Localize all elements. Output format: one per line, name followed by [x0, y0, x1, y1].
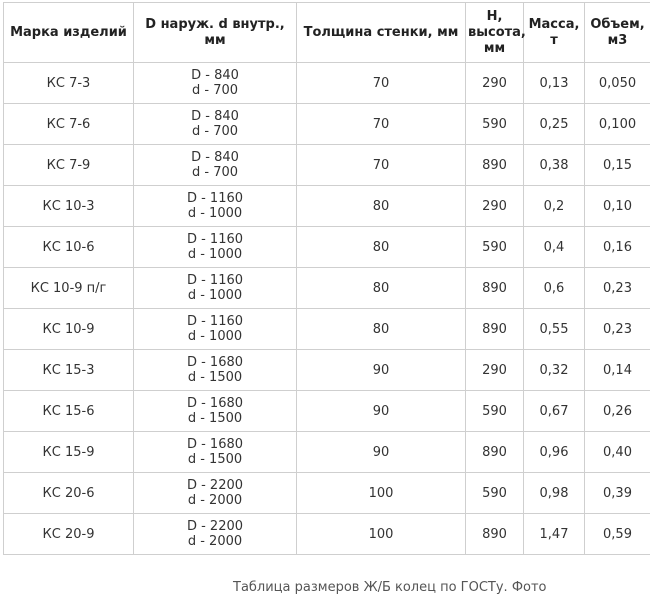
cell-mark: КС 10-3 — [4, 186, 134, 227]
inner-diameter: d - 700 — [191, 124, 239, 139]
cell-diameters — [134, 186, 297, 227]
cell-height: 890 — [466, 268, 524, 309]
cell-volume: 0,15 — [585, 145, 650, 186]
cell-volume: 0,16 — [585, 227, 650, 268]
cell-mark: КС 10-6 — [4, 227, 134, 268]
cell-height: 590 — [466, 391, 524, 432]
header-mark: Марка изделий — [4, 3, 134, 63]
inner-diameter: d - 1500 — [187, 411, 243, 426]
table-row — [4, 473, 650, 514]
inner-diameter: d - 1500 — [187, 452, 243, 467]
cell-mass: 0,6 — [524, 268, 585, 309]
table-row — [4, 350, 650, 391]
outer-diameter: D - 840 — [191, 109, 239, 124]
cell-mass: 0,2 — [524, 186, 585, 227]
header-wall-thickness: Толщина стенки, мм — [297, 3, 466, 63]
cell-height: 290 — [466, 186, 524, 227]
cell-volume: 0,10 — [585, 186, 650, 227]
table-row — [4, 514, 650, 555]
table-header-row — [4, 3, 650, 63]
cell-diameters — [134, 309, 297, 350]
cell-mark: КС 10-9 п/г — [4, 268, 134, 309]
table-row — [4, 309, 650, 350]
cell-mass: 0,38 — [524, 145, 585, 186]
cell-mass: 0,96 — [524, 432, 585, 473]
table-row — [4, 268, 650, 309]
cell-volume: 0,26 — [585, 391, 650, 432]
outer-diameter: D - 1160 — [186, 314, 244, 329]
inner-diameter: d - 1000 — [187, 247, 243, 262]
cell-volume: 0,23 — [585, 309, 650, 350]
cell-diameters — [134, 514, 297, 555]
outer-diameter: D - 1680 — [186, 396, 244, 411]
inner-diameter: d - 1000 — [187, 329, 243, 344]
outer-diameter: D - 2200 — [186, 519, 244, 534]
outer-diameter: D - 1160 — [186, 273, 244, 288]
inner-diameter: d - 700 — [191, 165, 239, 180]
cell-mass: 0,25 — [524, 104, 585, 145]
cell-diameters — [134, 104, 297, 145]
cell-volume: 0,100 — [585, 104, 650, 145]
cell-wall-thickness: 90 — [297, 391, 466, 432]
cell-wall-thickness: 80 — [297, 186, 466, 227]
cell-diameters — [134, 268, 297, 309]
inner-diameter: d - 1000 — [187, 206, 243, 221]
cell-wall-thickness: 70 — [297, 145, 466, 186]
cell-mark: КС 15-9 — [4, 432, 134, 473]
cell-mass: 0,4 — [524, 227, 585, 268]
cell-wall-thickness: 80 — [297, 268, 466, 309]
cell-mark: КС 7-9 — [4, 145, 134, 186]
cell-volume: 0,050 — [585, 63, 650, 104]
cell-diameters — [134, 432, 297, 473]
cell-wall-thickness: 100 — [297, 473, 466, 514]
cell-volume: 0,59 — [585, 514, 650, 555]
cell-diameters — [134, 350, 297, 391]
inner-diameter: d - 2000 — [187, 493, 243, 508]
inner-diameter: d - 2000 — [187, 534, 243, 549]
cell-mark: КС 7-3 — [4, 63, 134, 104]
outer-diameter: D - 1160 — [186, 191, 244, 206]
table-row — [4, 63, 650, 104]
cell-mark: КС 15-6 — [4, 391, 134, 432]
outer-diameter: D - 840 — [191, 68, 239, 83]
cell-mark: КС 20-9 — [4, 514, 134, 555]
outer-diameter: D - 1680 — [186, 355, 244, 370]
inner-diameter: d - 700 — [191, 83, 239, 98]
cell-wall-thickness: 100 — [297, 514, 466, 555]
table-row — [4, 104, 650, 145]
cell-diameters — [134, 63, 297, 104]
cell-height: 890 — [466, 309, 524, 350]
cell-volume: 0,39 — [585, 473, 650, 514]
cell-mark: КС 10-9 — [4, 309, 134, 350]
ring-sizes-table — [3, 2, 650, 555]
cell-height: 590 — [466, 473, 524, 514]
cell-height: 890 — [466, 514, 524, 555]
outer-diameter: D - 1680 — [186, 437, 244, 452]
cell-mass: 0,98 — [524, 473, 585, 514]
cell-volume: 0,23 — [585, 268, 650, 309]
table-caption: Таблица размеров Ж/Б колец по ГОСТу. Фото — [233, 580, 547, 595]
cell-mass: 1,47 — [524, 514, 585, 555]
table-row — [4, 391, 650, 432]
cell-height: 290 — [466, 350, 524, 391]
cell-diameters — [134, 227, 297, 268]
header-mass: Масса, т — [524, 3, 585, 63]
table-row — [4, 227, 650, 268]
cell-height: 890 — [466, 432, 524, 473]
outer-diameter: D - 840 — [191, 150, 239, 165]
cell-diameters — [134, 391, 297, 432]
table-row — [4, 432, 650, 473]
cell-mark: КС 7-6 — [4, 104, 134, 145]
table-row — [4, 145, 650, 186]
cell-volume: 0,40 — [585, 432, 650, 473]
table-body — [4, 63, 650, 555]
cell-diameters — [134, 473, 297, 514]
cell-wall-thickness: 80 — [297, 309, 466, 350]
cell-height: 590 — [466, 104, 524, 145]
cell-mass: 0,67 — [524, 391, 585, 432]
cell-mark: КС 15-3 — [4, 350, 134, 391]
cell-diameters — [134, 145, 297, 186]
cell-mass: 0,32 — [524, 350, 585, 391]
cell-wall-thickness: 70 — [297, 63, 466, 104]
inner-diameter: d - 1000 — [187, 288, 243, 303]
cell-mark: КС 20-6 — [4, 473, 134, 514]
cell-wall-thickness: 90 — [297, 350, 466, 391]
cell-mass: 0,13 — [524, 63, 585, 104]
cell-wall-thickness: 80 — [297, 227, 466, 268]
outer-diameter: D - 2200 — [186, 478, 244, 493]
cell-height: 590 — [466, 227, 524, 268]
cell-wall-thickness: 70 — [297, 104, 466, 145]
table-row — [4, 186, 650, 227]
cell-volume: 0,14 — [585, 350, 650, 391]
cell-mass: 0,55 — [524, 309, 585, 350]
header-diameter: D наруж. d внутр., мм — [134, 3, 297, 63]
cell-wall-thickness: 90 — [297, 432, 466, 473]
header-volume: Объем, м3 — [585, 3, 650, 63]
outer-diameter: D - 1160 — [186, 232, 244, 247]
header-height: H, высота, мм — [466, 3, 524, 63]
cell-height: 890 — [466, 145, 524, 186]
inner-diameter: d - 1500 — [187, 370, 243, 385]
cell-height: 290 — [466, 63, 524, 104]
